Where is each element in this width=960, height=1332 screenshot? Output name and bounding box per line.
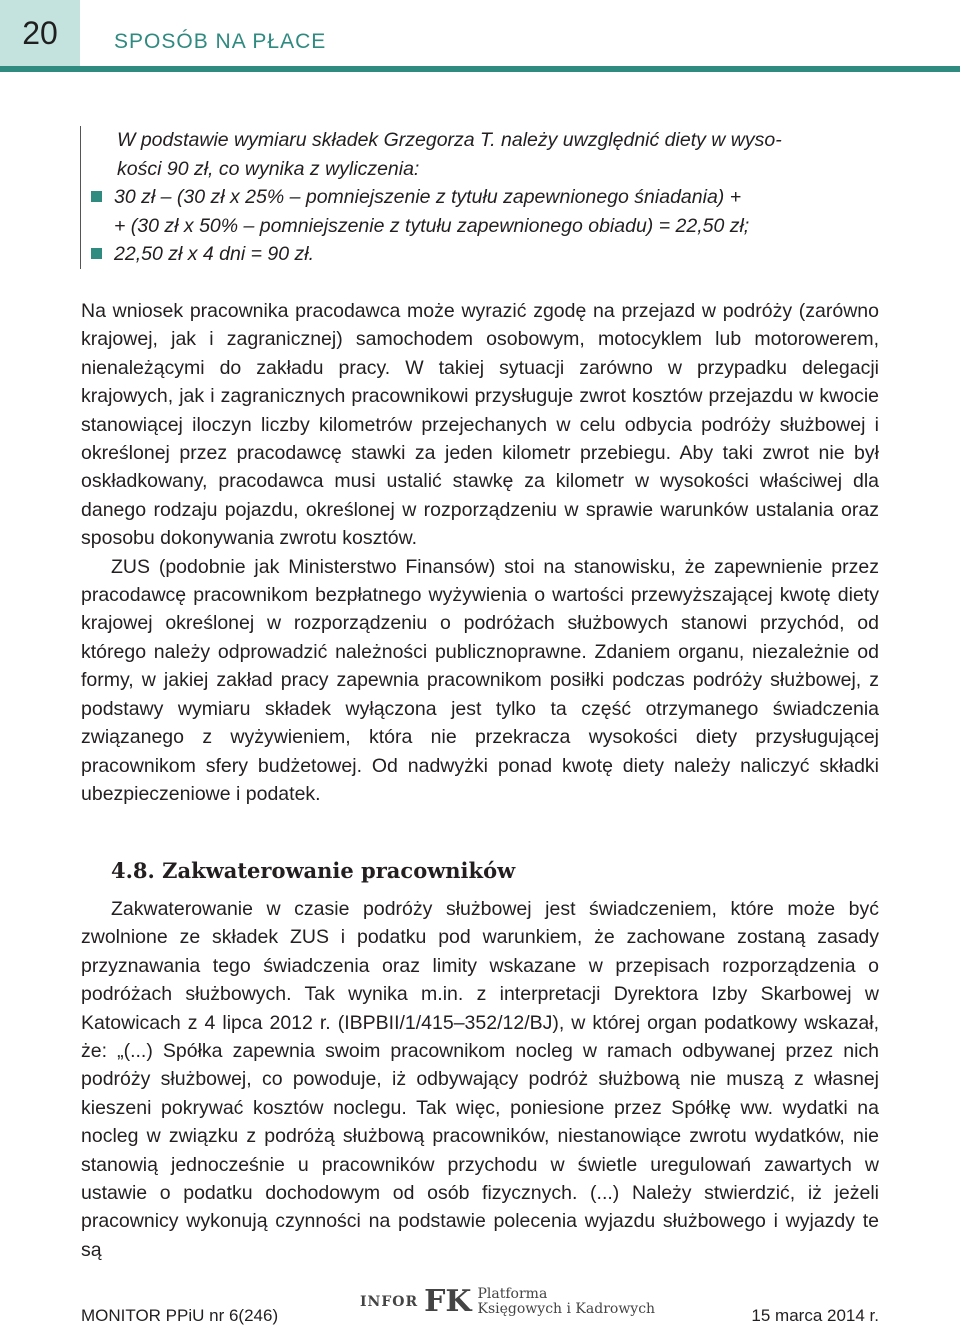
bullet-2-text: 22,50 zł x 4 dni = 90 zł. bbox=[114, 243, 314, 265]
page-number: 20 bbox=[0, 0, 80, 66]
logo-fk: FK bbox=[424, 1284, 472, 1319]
bullet-square-icon bbox=[91, 248, 102, 259]
footer-logo bbox=[360, 1284, 655, 1319]
paragraph-2: ZUS (podobnie jak Ministerstwo Finansów) stoi na stanowisku, że zapewnienie przez pracodawcę pracownikom bezpłatnego wyżywienia o wartości przewyższającej kwotę diety krajowej określonej w rozporządzeniu o podróżach służbowych stanowi przychód, od którego należy odprowadzić należności publicznoprawne. Zdaniem organu, niezależnie od formy, w jakiej zakład pracy zapewnia pracownikom posiłki podczas podróży służbowej, z podstawy wymiaru składek wyłączona jest tylko ta część otrzymanego świadczenia związanego z wyżywieniem, która nie przekracza wysokości diety przysługującej pracownikom sfery budżetowej. Od nadwyżki ponad kwotę diety należy naliczyć składki ubezpieczeniowe i podatek. bbox=[81, 555, 879, 805]
logo-line1: Platforma bbox=[477, 1285, 548, 1302]
example-bullet-1 bbox=[114, 183, 917, 240]
footer-publication: MONITOR PPiU nr 6(246) bbox=[81, 1306, 279, 1325]
bullet-square-icon bbox=[91, 191, 102, 202]
footer-date: 15 marca 2014 r. bbox=[751, 1306, 879, 1325]
paragraph-1: Na wniosek pracownika pracodawca może wyrazić zgodę na przejazd w podróży (zarówno krajowej, jak i zagranicznej) samochodem osobowym, motocyklem lub motorowerem, nienależącymi do zakładu pracy. W takiej sytuacji zarówno w przypadku delegacji krajowych, jak i zagranicznych pracownikowi przysługuje zwrot kosztów przejazdu w kwocie stanowiącej iloczyn liczby kilometrów przejechanych w celu odbycia podróży służbowej i określonej przez pracodawcę stawki za jeden kilometr przebiegu. Aby taki zwrot nie był oskładkowany, pracodawca musi ustalić stawkę za kilometr w wysokości właściwej dla danego rodzaju pojazdu, określonej w rozporządzeniu w sprawie warunków ustalania oraz sposobu dokonywania zwrotu kosztów. bbox=[81, 300, 879, 550]
logo-line2: Księgowych i Kadrowych bbox=[477, 1300, 656, 1317]
example-box bbox=[80, 126, 917, 269]
section-heading: 4.8. Zakwaterowanie pracowników bbox=[111, 858, 516, 883]
example-intro-line1: W podstawie wymiaru składek Grzegorza T. należy uwzględnić diety w wyso- bbox=[117, 129, 782, 151]
page-header bbox=[0, 0, 960, 72]
body-section-1 bbox=[81, 297, 879, 808]
example-bullet-2 bbox=[114, 240, 917, 269]
section-title: SPOSÓB NA PŁACE bbox=[114, 30, 327, 53]
bullet-1-line1: 30 zł – (30 zł x 25% – pomniejszenie z tytułu zapewnionego śniadania) + bbox=[114, 186, 742, 208]
paragraph-3: Zakwaterowanie w czasie podróży służbowej jest świadczeniem, które może być zwolnione ze składek ZUS i podatku pod warunkiem, że zachowane zostaną zasady przyznawania tego świadczenia oraz limity wskazane w przepisach rozporządzenia o podróżach służbowych. Tak wynika m.in. z interpretacji Dyrektora Izby Skarbowej w Katowicach z 4 lipca 2012 r. (IBPBII/1/415–352/12/BJ), w której organ podatkowy wskazał, że: „(...) Spółka zapewnia swoim pracownikom nocleg w ramach odbywanej przez nich podróży służbowej, co powoduje, iż odbywający podróż służbową nie muszą z własnej kieszeni pokrywać kosztów noclegu. Tak więc, poniesione przez Spółkę ww. wydatki na nocleg w związku z podróżą służbową pracowników, niestanowiące zwrotu wydatków, nie stanowią jednocześnie u pracowników przychodu w świetle uregulowań zawartych w ustawie o podatku dochodowym od osób fizycznych. (...) Należy stwierdzić, iż jeżeli pracownicy wykonują czynności na podstawie polecenia wyjazdu służbowego i wyjazdy te są bbox=[81, 898, 879, 1261]
logo-text bbox=[478, 1287, 656, 1317]
body-section-2 bbox=[81, 895, 879, 1264]
example-intro-line2: kości 90 zł, co wynika z wyliczenia: bbox=[117, 157, 420, 180]
logo-infor: INFOR bbox=[360, 1293, 419, 1310]
bullet-1-line2: + (30 zł x 50% – pomniejszenie z tytułu zapewnionego obiadu) = 22,50 zł; bbox=[114, 214, 750, 237]
